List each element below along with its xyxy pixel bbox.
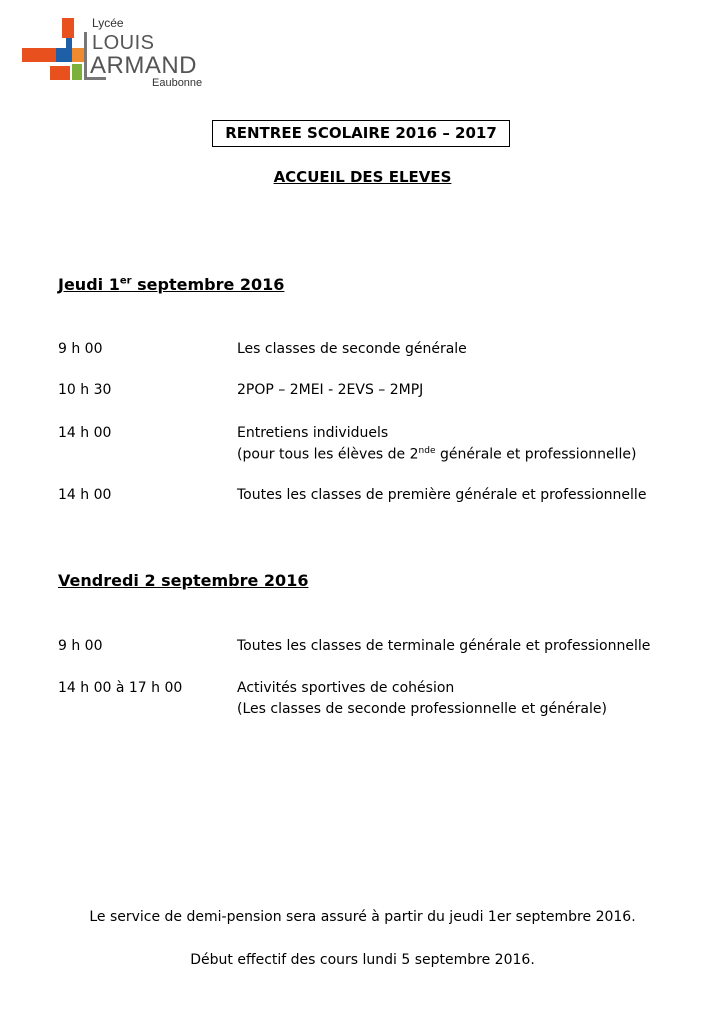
page-title: RENTREE SCOLAIRE 2016 – 2017 <box>212 120 510 147</box>
schedule-desc: Toutes les classes de première générale et professionnelle <box>237 487 647 503</box>
schedule-desc: Les classes de seconde générale <box>237 341 467 357</box>
schedule-desc: 2POP – 2MEI - 2EVS – 2MPJ <box>237 382 424 398</box>
page-subtitle: ACCUEIL DES ELEVES <box>273 168 452 186</box>
schedule-desc: Toutes les classes de terminale générale et professionnelle <box>237 638 651 654</box>
logo-town-text: Eaubonne <box>152 77 203 89</box>
schedule-time: 9 h 00 <box>58 341 103 357</box>
day1-heading: Jeudi 1er septembre 2016 <box>58 275 285 294</box>
schedule-desc-line2: (Les classes de seconde professionnelle et générale) <box>237 701 607 717</box>
logo-lycee-text: Lycée <box>92 16 124 30</box>
schedule-time: 14 h 00 à 17 h 00 <box>58 680 183 696</box>
logo-louis-text: LOUIS <box>92 32 155 54</box>
schedule-desc: Entretiens individuels <box>237 425 389 441</box>
day2-heading: Vendredi 2 septembre 2016 <box>58 571 309 590</box>
schedule-time: 14 h 00 <box>58 425 112 441</box>
schedule-time: 10 h 30 <box>58 382 112 398</box>
school-logo <box>20 14 203 89</box>
schedule-time: 9 h 00 <box>58 638 103 654</box>
logo-armand-text: ARMAND <box>90 52 198 79</box>
schedule-time: 14 h 00 <box>58 487 112 503</box>
footer-note-classes: Début effectif des cours lundi 5 septembre 2016. <box>190 952 535 968</box>
footer-note-canteen: Le service de demi-pension sera assuré à partir du jeudi 1er septembre 2016. <box>89 909 636 925</box>
schedule-desc-line2: (pour tous les élèves de 2nde générale et professionnelle) <box>237 446 637 463</box>
schedule-desc: Activités sportives de cohésion <box>237 680 455 696</box>
